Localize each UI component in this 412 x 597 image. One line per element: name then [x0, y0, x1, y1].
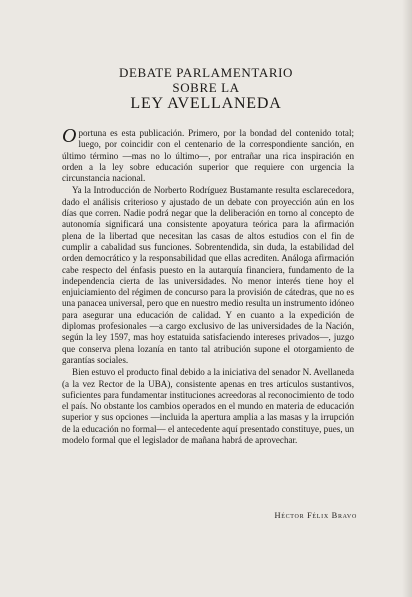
title-line-1: DEBATE PARLAMENTARIO [118, 65, 294, 80]
drop-cap: O [62, 125, 77, 147]
body-text [62, 125, 354, 447]
page-edge-shadow [402, 0, 412, 597]
author-signature: Héctor Félix Bravo [274, 511, 357, 520]
paragraph-1-text: portuna es esta publicación. Primero, por la bondad del contenido total; luego, por coincidir con el centenario de la correspondiente sanción, en último término —mas no lo último—, por entrañar una rica inspiración en orden a la ley sobre educación superior que requiere con urgencia la circunstancia nacional. [62, 128, 354, 184]
paragraph-3: Bien estuvo el producto final debido a la iniciativa del senador N. Avellaneda (a la vez Rector de la UBA), consistente apenas en tres artículos sustantivos, suficientes para fundamentar instituciones acreedoras al reconocimiento de todo el país. No obstante los cambios operados en el mundo en materia de educación superior y sus opciones —incluida la apertura amplia a las masas y la irrupción de la educación no formal— el antecedente aquí presentado constituye, pues, un modelo formal que el legislador de mañana habrá de aprovechar. [62, 367, 354, 446]
paragraph-2: Ya la Introducción de Norberto Rodríguez Bustamante resulta esclarecedora, dado el análisis criterioso y ajustado de un debate con proyección aún en los días que corren. Nadie podrá negar que la deliberación en torno al concepto de autonomía significará una consistente apoyatura teórica para la afirmación plena de la libertad que necesitan las casas de altos estudios con el fin de cumplir a cabalidad sus funciones. Sobrentendida, sin duda, la estabilidad del orden democrático y la responsabilidad que ellas acrediten. Análoga afirmación cabe respecto del énfasis puesto en la autarquía financiera, fundamento de la independencia cierta de las universidades. No menor interés tiene hoy el enjuiciamiento del régimen de concurso para la provisión de cátedras, que no es una panacea universal, pero que en nuestro medio resulta un instrumento idóneo para asegurar una educación de calidad. Y en cuanto a la expedición de diplomas profesionales —a cargo exclusivo de las universidades de la Nación, según la ley 1597, mas hoy estatuida satisfaciendo intereses privados—, juzgo que conserva plena lozanía en tanto tal atribución supone el otorgamiento de garantías sociales. [62, 185, 354, 365]
title-line-3: LEY AVELLANEDA [130, 95, 282, 112]
paragraph-1 [62, 125, 354, 184]
page-title [0, 66, 412, 112]
title-line-2: SOBRE LA [172, 80, 240, 95]
